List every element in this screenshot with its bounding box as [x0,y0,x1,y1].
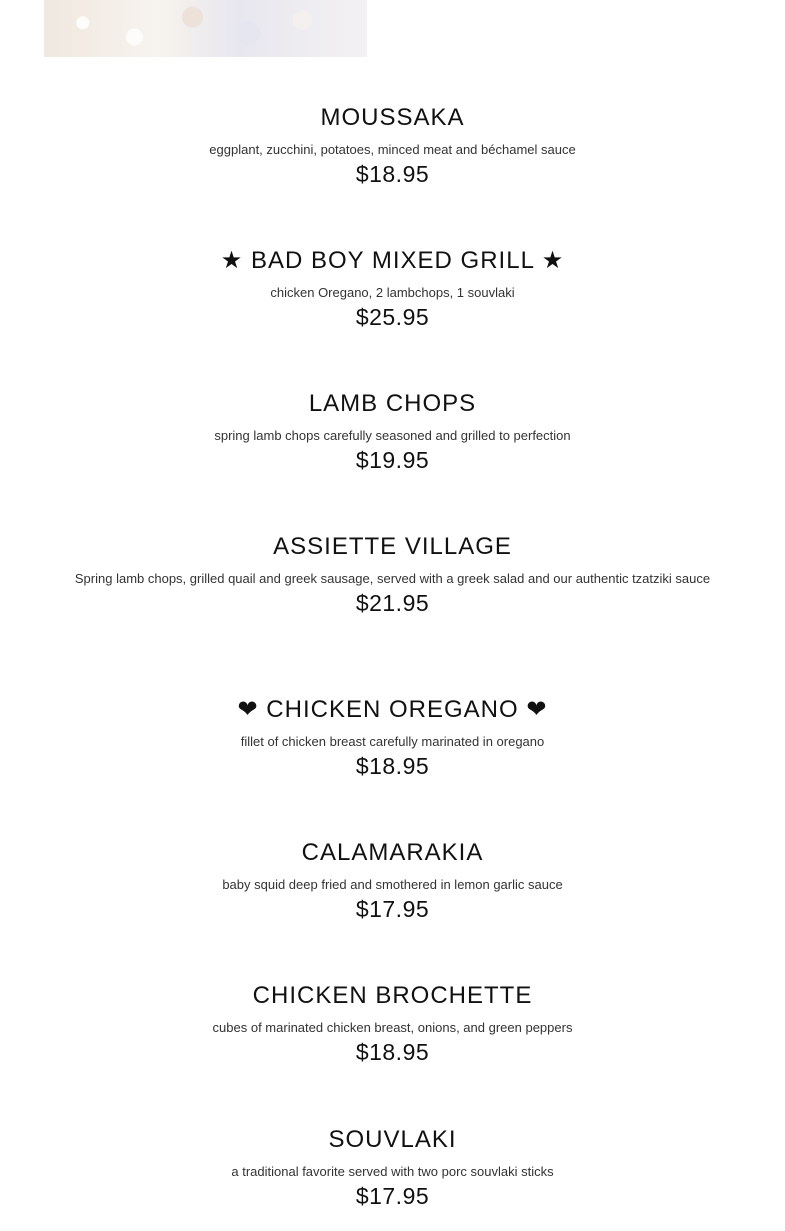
item-description: cubes of marinated chicken breast, onions, and green peppers [212,1020,573,1035]
item-price: $18.95 [355,161,430,187]
menu-item-lamb-chops [60,390,725,473]
item-description: spring lamb chops carefully seasoned and grilled to perfection [214,428,571,443]
menu-item-moussaka [60,104,725,187]
item-title: ❤ CHICKEN OREGANO ❤ [237,696,548,723]
menu-item-assiette-village [60,533,725,616]
menu-item-chicken-brochette [60,982,725,1065]
item-description: eggplant, zucchini, potatoes, minced meat and béchamel sauce [209,142,576,157]
item-price: $18.95 [355,753,430,779]
item-title: CHICKEN BROCHETTE [252,982,533,1009]
menu-item-souvlaki [60,1126,725,1209]
menu-item-bad-boy-mixed-grill [60,247,725,330]
item-title: ★ BAD BOY MIXED GRILL ★ [220,247,565,274]
item-price: $18.95 [355,1039,430,1065]
item-price: $19.95 [355,447,430,473]
item-title: LAMB CHOPS [308,390,477,417]
hero-image [44,0,367,57]
item-title: ASSIETTE VILLAGE [273,533,512,560]
item-title: SOUVLAKI [328,1126,457,1153]
menu-item-calamarakia [60,839,725,922]
item-title: MOUSSAKA [320,104,465,131]
item-description: chicken Oregano, 2 lambchops, 1 souvlaki [270,285,515,300]
item-description: fillet of chicken breast carefully marinated in oregano [240,734,545,749]
item-price: $25.95 [355,304,430,330]
item-description: baby squid deep fried and smothered in lemon garlic sauce [222,877,563,892]
item-title: CALAMARAKIA [301,839,484,866]
item-price: $21.95 [355,590,430,616]
item-price: $17.95 [355,1183,430,1209]
menu-item-chicken-oregano [60,696,725,779]
item-price: $17.95 [355,896,430,922]
item-description: a traditional favorite served with two porc souvlaki sticks [231,1164,554,1179]
item-description: Spring lamb chops, grilled quail and greek sausage, served with a greek salad and our authentic tzatziki sauce [74,571,711,586]
